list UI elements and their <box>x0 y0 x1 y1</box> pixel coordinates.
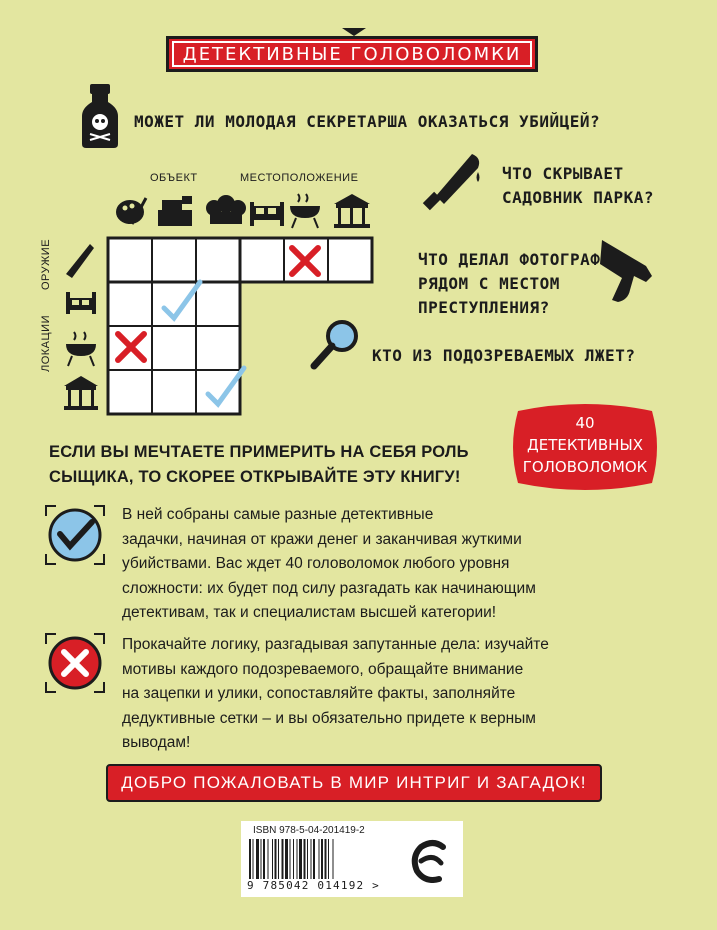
question-secretary: МОЖЕТ ЛИ МОЛОДАЯ СЕКРЕТАРША ОКАЗАТЬСЯ УБИЙЦЕЙ? <box>134 112 601 131</box>
publisher-logo-icon <box>411 839 451 883</box>
banner-notch <box>342 28 366 36</box>
barcode-bars <box>249 839 385 879</box>
magnifier-icon <box>308 316 364 372</box>
headline: ЕСЛИ ВЫ МЕЧТАЕТЕ ПРИМЕРИТЬ НА СЕБЯ РОЛЬ СЫЩИКА, ТО СКОРЕЕ ОТКРЫВАЙТЕ ЭТУ КНИГУ! <box>49 443 469 486</box>
bed-icon <box>66 292 96 314</box>
gazebo-icon <box>64 376 98 410</box>
title-banner <box>166 36 538 72</box>
grid-side-icons <box>60 236 104 416</box>
check-circle-icon <box>42 502 108 568</box>
palette-icon <box>116 198 146 224</box>
grill-icon <box>290 194 320 228</box>
barcode-digits: 9 785042 014192 > <box>247 879 380 892</box>
welcome-banner: ДОБРО ПОЖАЛОВАТЬ В МИР ИНТРИГ И ЗАГАДОК! <box>106 764 602 802</box>
isbn-text: ISBN 978-5-04-201419-2 <box>253 825 365 836</box>
pistol-icon <box>596 232 660 316</box>
cash-register-icon <box>158 196 192 226</box>
poison-bottle-icon <box>78 84 122 148</box>
description-paragraph-2: Прокачайте логику, разгадывая запутанные дела: изучайте мотивы каждого подозреваемого, обращайте внимание на зацепки и улики, сопоставляйте факты, заполняйте дедуктивные сетки – и вы обязательно придете к верным выводам! <box>122 636 549 751</box>
chef-hat-icon <box>206 195 246 224</box>
gazebo-icon <box>334 194 370 228</box>
description-paragraph-1: В ней собраны самые разные детективные задачки, начиная от кражи денег и заканчивая жуткими убийствами. Вас ждет 40 головоломок любого уровня сложности: их будет под силу разгадать как начинающим детективам, так и специалистам высшей категории! <box>122 506 536 621</box>
question-photographer: ЧТО ДЕЛАЛ ФОТОГРАФ РЯДОМ С МЕСТОМ ПРЕСТУПЛЕНИЯ? <box>418 250 601 317</box>
banner-title: ДЕТЕКТИВНЫЕ ГОЛОВОЛОМКИ <box>182 43 522 65</box>
barcode-area <box>241 821 463 897</box>
cross-circle-icon <box>42 630 108 696</box>
question-gardener: ЧТО СКРЫВАЕТ САДОВНИК ПАРКА? <box>502 164 654 207</box>
label-object: ОБЪЕКТ <box>150 172 198 184</box>
bed-icon <box>250 202 284 226</box>
grid-header-icons <box>110 190 372 230</box>
knife-icon <box>66 244 94 278</box>
label-location: МЕСТОПОЛОЖЕНИЕ <box>240 172 359 184</box>
knife-icon <box>418 152 490 222</box>
label-locations: ЛОКАЦИИ <box>40 315 52 372</box>
label-weapon: ОРУЖИЕ <box>40 238 52 290</box>
question-liar: КТО ИЗ ПОДОЗРЕВАЕМЫХ ЛЖЕТ? <box>372 346 636 365</box>
grill-icon <box>66 332 96 366</box>
count-badge: 40 ДЕТЕКТИВНЫХ ГОЛОВОЛОМОК <box>522 414 648 476</box>
